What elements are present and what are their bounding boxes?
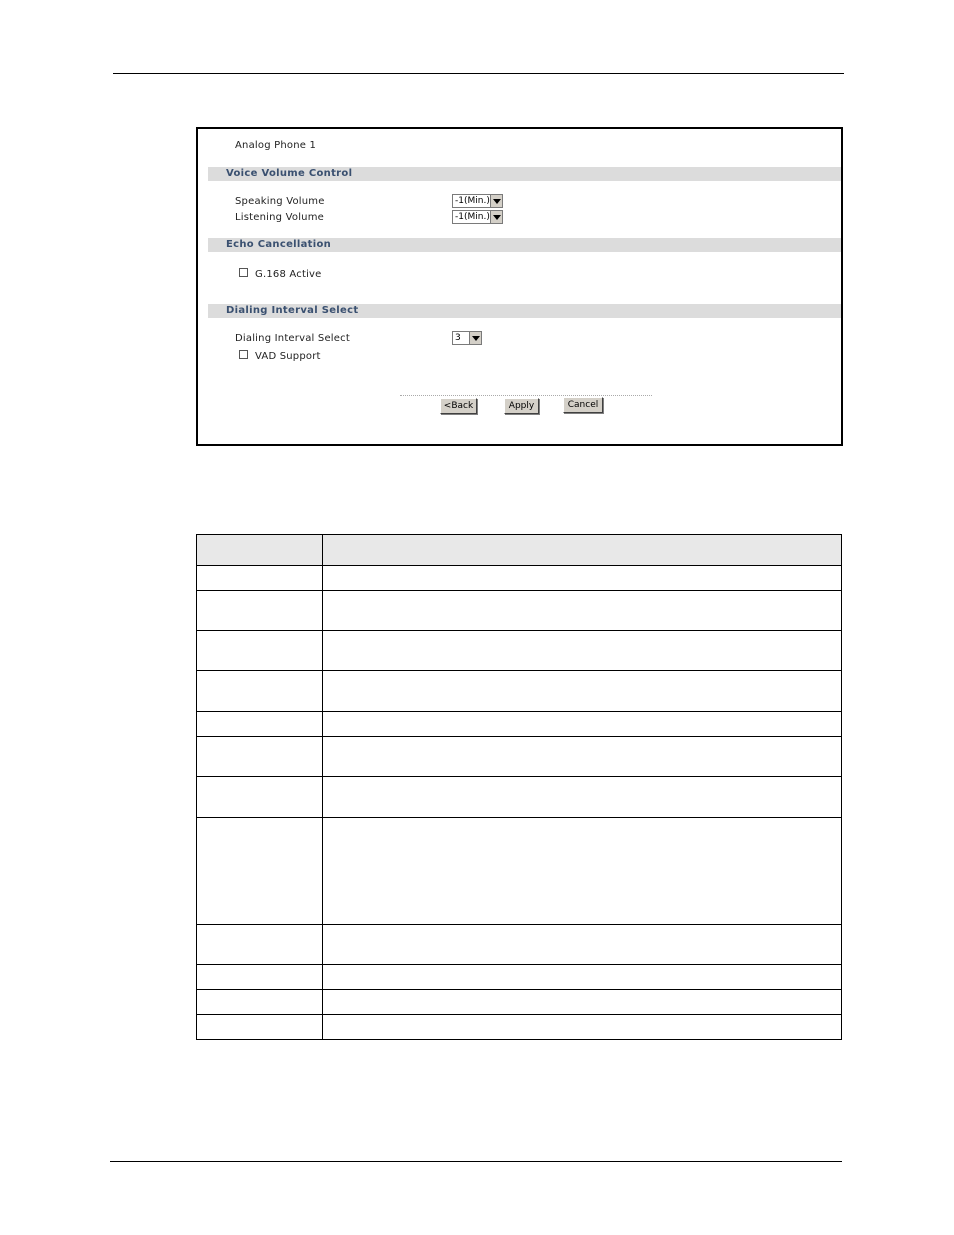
table-cell	[323, 965, 842, 990]
voice-volume-section-header	[208, 167, 841, 181]
table-cell	[197, 777, 323, 818]
analog-phone-settings-screenshot	[196, 127, 843, 446]
speaking-volume-label: Speaking Volume	[235, 196, 325, 207]
table-cell	[323, 591, 842, 631]
table-cell	[323, 631, 842, 671]
vad-support-checkbox[interactable]	[239, 350, 248, 359]
table-row	[197, 566, 842, 591]
port-label: Analog Phone 1	[235, 140, 317, 151]
table-row	[197, 712, 842, 737]
table-cell	[197, 712, 323, 737]
table-cell	[197, 1015, 323, 1040]
table-cell	[197, 591, 323, 631]
table-row	[197, 631, 842, 671]
select-value: -1(Min.)	[455, 212, 490, 222]
select-value: 3	[455, 333, 461, 343]
select-value: -1(Min.)	[455, 196, 490, 206]
dialing-interval-label: Dialing Interval Select	[235, 333, 350, 344]
g168-active-checkbox[interactable]	[239, 268, 248, 277]
table-cell	[197, 965, 323, 990]
listening-volume-label: Listening Volume	[235, 212, 325, 223]
table-cell	[197, 631, 323, 671]
cancel-button[interactable]: Cancel	[563, 397, 603, 413]
section-title: Echo Cancellation	[226, 239, 332, 250]
listening-volume-select[interactable]	[452, 210, 503, 224]
vad-support-label: VAD Support	[255, 351, 321, 362]
dialing-interval-section-header	[208, 304, 841, 318]
table-header-label	[197, 535, 323, 566]
table-cell	[323, 925, 842, 965]
table-header-description	[323, 535, 842, 566]
table-row	[197, 737, 842, 777]
chevron-down-icon[interactable]	[490, 211, 502, 223]
table-cell	[197, 818, 323, 925]
dialing-interval-select[interactable]	[452, 331, 482, 345]
table-cell	[323, 818, 842, 925]
table-cell	[323, 737, 842, 777]
table-cell	[323, 566, 842, 591]
section-title: Voice Volume Control	[226, 168, 353, 179]
table-cell	[323, 671, 842, 712]
table-cell	[197, 671, 323, 712]
table-cell	[197, 566, 323, 591]
table-row	[197, 990, 842, 1015]
field-description-table	[196, 534, 842, 1040]
chevron-down-icon[interactable]	[490, 195, 502, 207]
table-cell	[323, 1015, 842, 1040]
table-row	[197, 591, 842, 631]
table-cell	[197, 990, 323, 1015]
table-header-row	[197, 535, 842, 566]
table-cell	[197, 925, 323, 965]
table-row	[197, 1015, 842, 1040]
g168-active-label: G.168 Active	[255, 269, 322, 280]
table-cell	[197, 737, 323, 777]
header-rule	[113, 73, 844, 74]
table-cell	[323, 712, 842, 737]
table-row	[197, 818, 842, 925]
apply-button[interactable]: Apply	[504, 398, 539, 414]
echo-cancellation-section-header	[208, 238, 841, 252]
table-row	[197, 777, 842, 818]
table-cell	[323, 990, 842, 1015]
section-title: Dialing Interval Select	[226, 305, 359, 316]
table-row	[197, 925, 842, 965]
footer-rule	[110, 1161, 842, 1162]
speaking-volume-select[interactable]	[452, 194, 503, 208]
button-separator	[400, 395, 652, 396]
back-button[interactable]: <Back	[440, 398, 477, 414]
table-cell	[323, 777, 842, 818]
table-row	[197, 671, 842, 712]
table-row	[197, 965, 842, 990]
chevron-down-icon[interactable]	[469, 332, 481, 344]
